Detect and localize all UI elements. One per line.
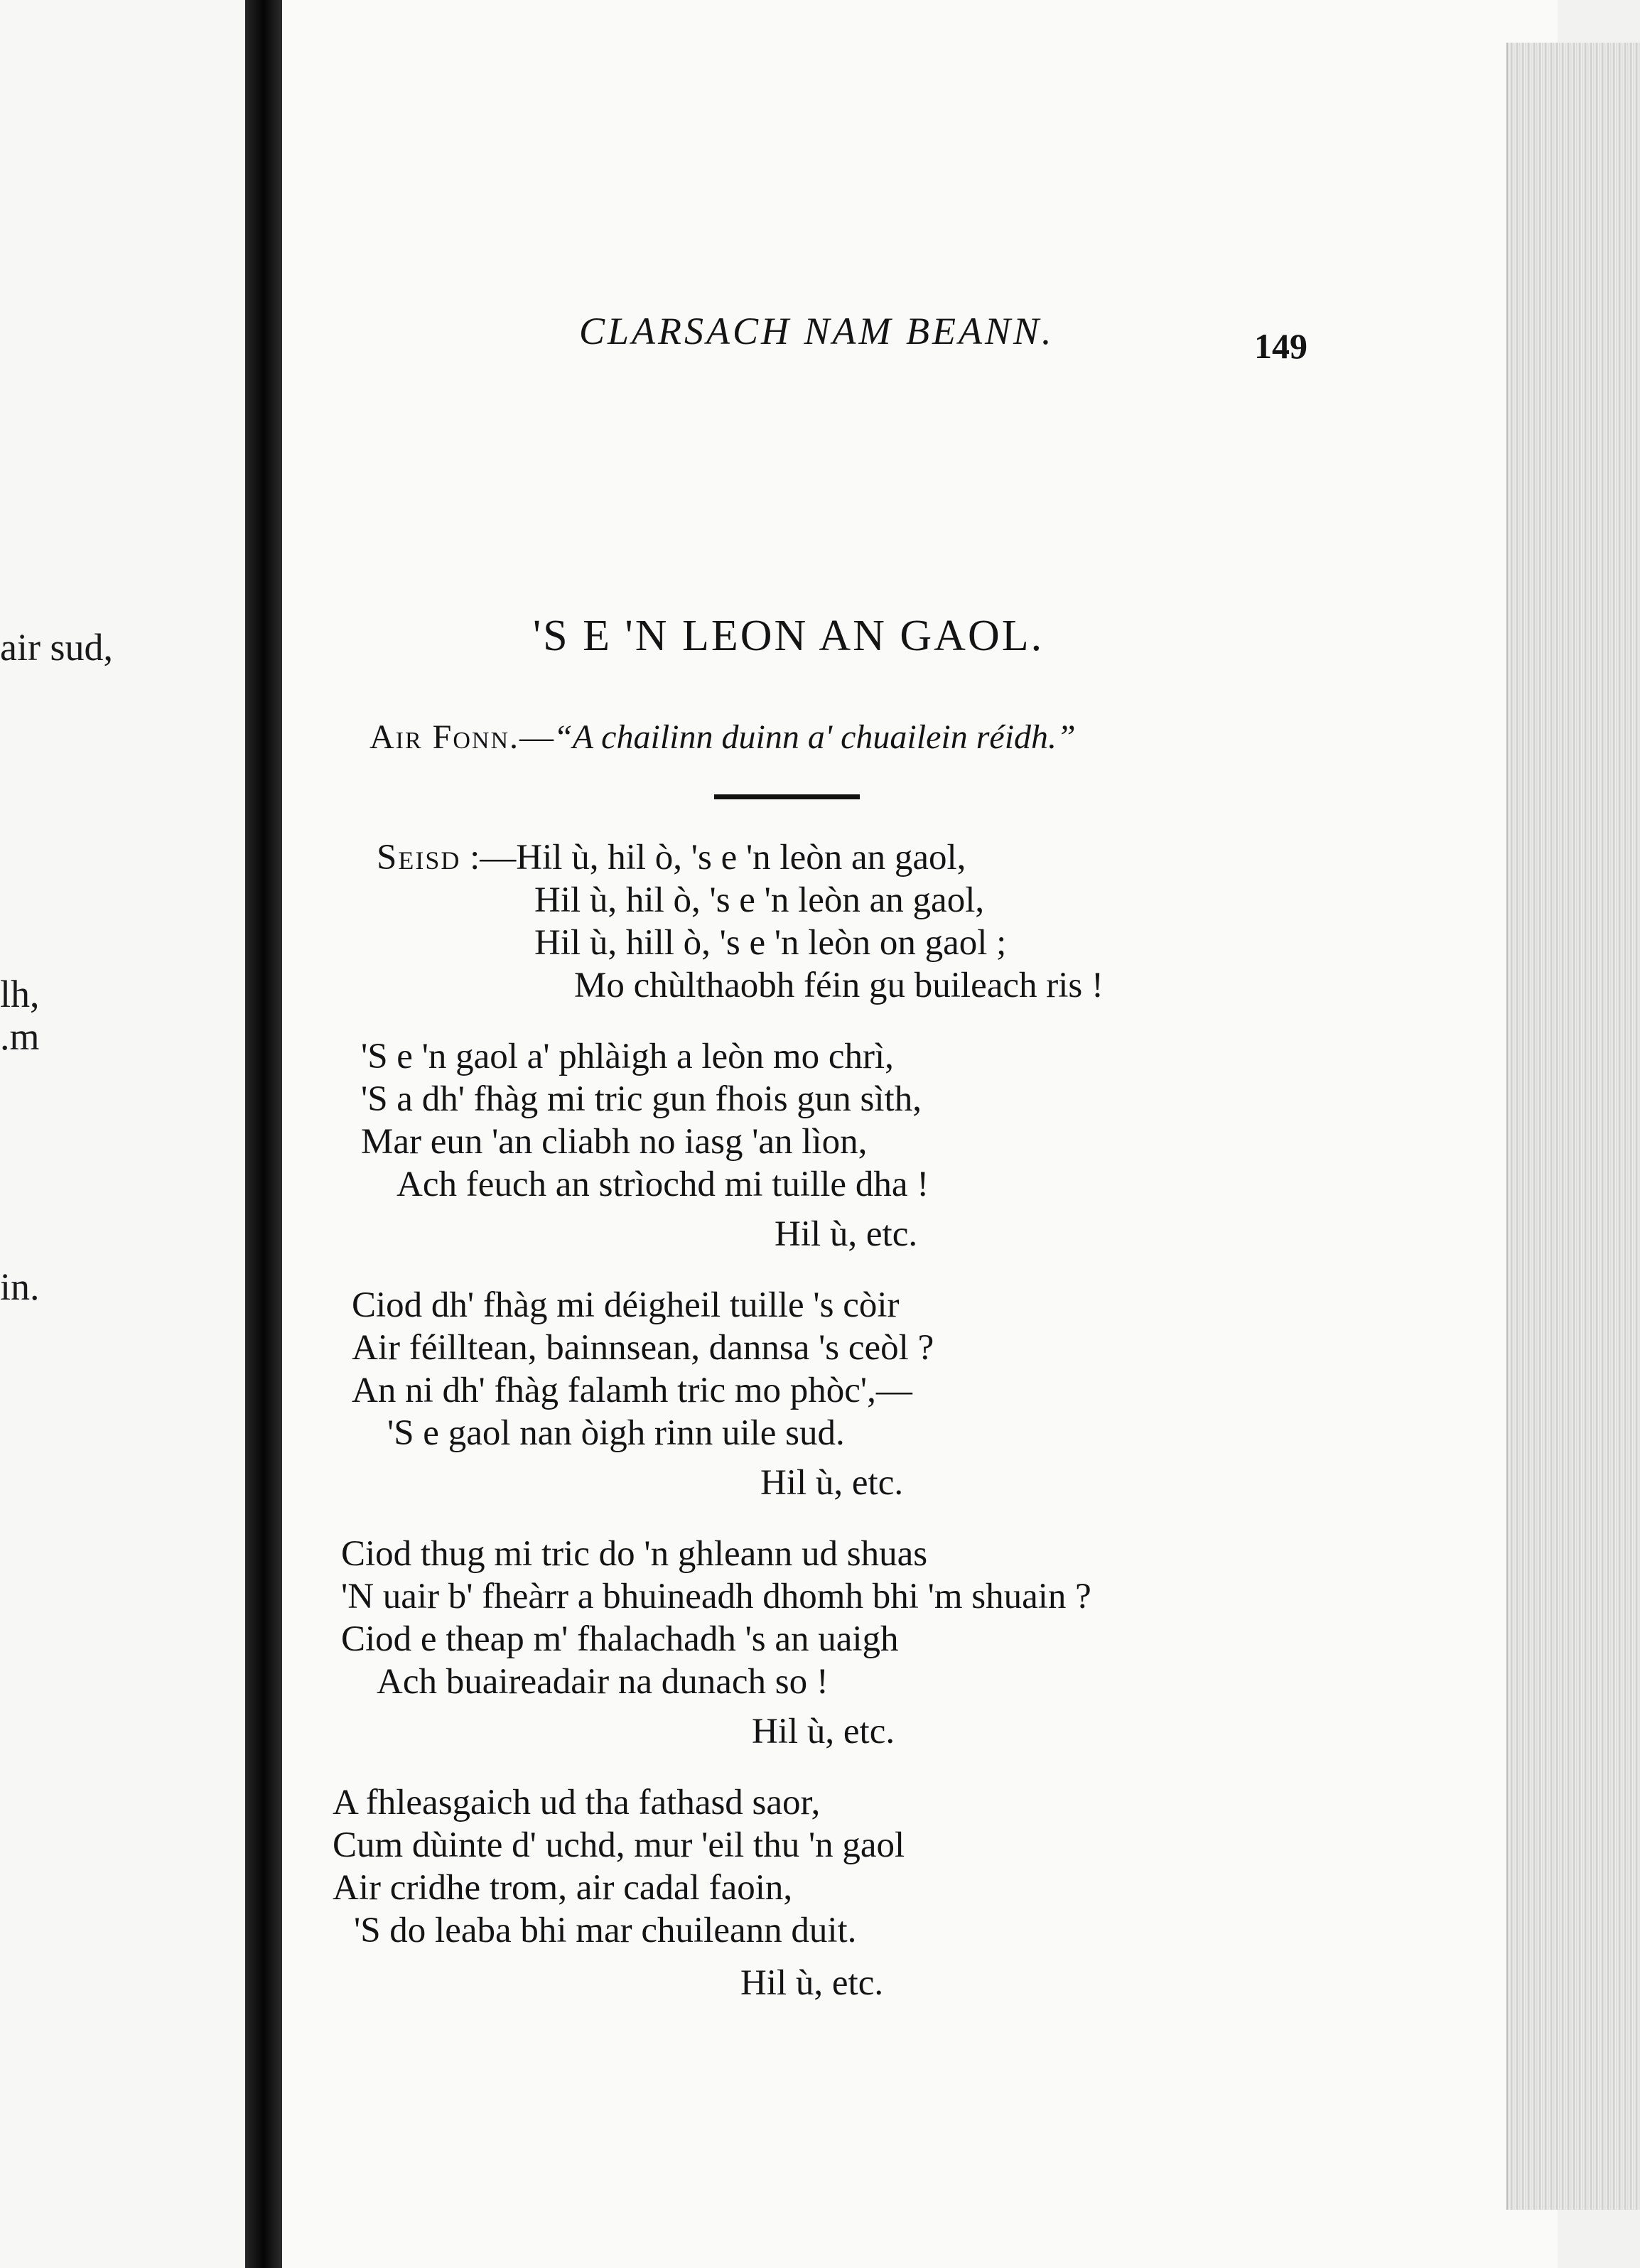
verse-line: Ciod dh' fhàg mi déigheil tuille 's còir bbox=[352, 1285, 900, 1325]
verse-line: An ni dh' fhàg falamh tric mo phòc',— bbox=[352, 1371, 912, 1410]
verse-line: Ach buaireadair na dunach so ! bbox=[377, 1662, 829, 1702]
refrain: Hil ù, etc. bbox=[752, 1712, 895, 1751]
chorus-separator: :— bbox=[460, 838, 517, 878]
air-name: “A chailinn duinn a' chuailein réidh.” bbox=[554, 718, 1076, 756]
verse-line: Mar eun 'an cliabh no iasg 'an lìon, bbox=[361, 1122, 868, 1162]
chorus-line-text: Hil ù, hil ò, 's e 'n leòn an gaol, bbox=[516, 838, 966, 878]
verse-line: Air cridhe trom, air cadal faoin, bbox=[333, 1868, 793, 1908]
verse-line: Air féilltean, bainnsean, dannsa 's ceòl ? bbox=[352, 1328, 934, 1368]
refrain: Hil ù, etc. bbox=[740, 1963, 884, 2003]
air-label: Air Fonn. bbox=[369, 718, 520, 756]
left-page bbox=[0, 0, 245, 2268]
air-dash: — bbox=[519, 718, 554, 756]
verse-line: Ciod e theap m' fhalachadh 's an uaigh bbox=[341, 1619, 899, 1659]
refrain: Hil ù, etc. bbox=[775, 1214, 918, 1254]
song-title: 'S E 'N LEON AN GAOL. bbox=[533, 612, 1045, 660]
verse-line: Cum dùinte d' uchd, mur 'eil thu 'n gaol bbox=[333, 1825, 905, 1865]
chorus-line: Hil ù, hill ò, 's e 'n leòn on gaol ; bbox=[534, 923, 1007, 963]
running-head: CLARSACH NAM BEANN. bbox=[579, 310, 1054, 352]
left-page-fragment: lh, bbox=[0, 973, 40, 1015]
book-gutter bbox=[245, 0, 282, 2268]
refrain: Hil ù, etc. bbox=[760, 1463, 904, 1503]
verse-line: A fhleasgaich ud tha fathasd saor, bbox=[333, 1783, 821, 1822]
verse-line: Ciod thug mi tric do 'n ghleann ud shuas bbox=[341, 1534, 928, 1574]
verse-line: Ach feuch an strìochd mi tuille dha ! bbox=[396, 1165, 929, 1204]
verse-line: 'S a dh' fhàg mi tric gun fhois gun sìth, bbox=[361, 1079, 922, 1119]
left-page-fragment: in. bbox=[0, 1265, 40, 1308]
left-page-fragment: air sud, bbox=[0, 626, 113, 669]
verse-line: 'N uair b' fheàrr a bhuineadh dhomh bhi 'm shuain ? bbox=[341, 1577, 1091, 1616]
chorus-line: Hil ù, hil ò, 's e 'n leòn an gaol, bbox=[534, 880, 985, 920]
verse-line: 'S do leaba bhi mar chuileann duit. bbox=[354, 1911, 857, 1950]
title-rule bbox=[714, 794, 860, 799]
page-number: 149 bbox=[1254, 326, 1307, 366]
left-page-fragment: .m bbox=[0, 1015, 40, 1058]
page-edges bbox=[1506, 43, 1640, 2210]
chorus-label: Seisd bbox=[377, 838, 461, 878]
verse-line: 'S e 'n gaol a' phlàigh a leòn mo chrì, bbox=[361, 1037, 894, 1076]
air-line bbox=[369, 718, 1076, 757]
verse-line: 'S e gaol nan òigh rinn uile sud. bbox=[387, 1413, 845, 1453]
chorus-line bbox=[377, 837, 966, 878]
chorus-line: Mo chùlthaobh féin gu buileach ris ! bbox=[574, 966, 1104, 1005]
